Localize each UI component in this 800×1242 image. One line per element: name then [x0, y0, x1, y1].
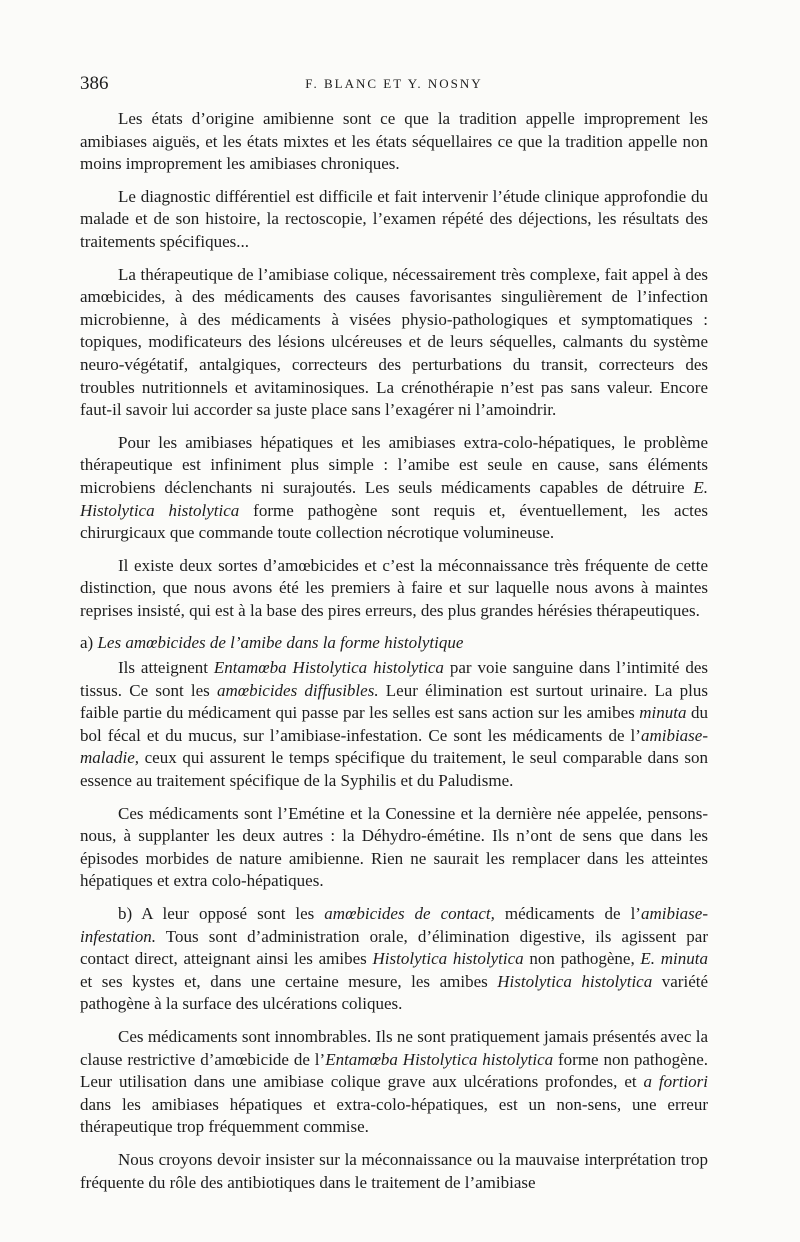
text-run: forme non pathogène. Leur utilisation dans une amibiase colique grave aux ulcérations profondes, et	[80, 1049, 708, 1092]
italic-text: amœbicides diffusibles.	[216, 680, 379, 700]
page-header	[80, 73, 708, 97]
italic-text: Histolytica histolytica	[497, 971, 653, 991]
section-subheading	[80, 632, 708, 655]
paragraph	[80, 803, 708, 893]
page-number: 386	[80, 73, 109, 94]
italic-text: amœbicides de contact,	[324, 904, 495, 923]
text-run: a)	[80, 633, 98, 653]
paragraph	[80, 657, 708, 793]
italic-text: Entamœba Histolytica histolytica	[213, 658, 444, 678]
text-run: Il existe deux sortes d’amœbicides et c’est la méconnaissance très fréquente de cette distinction, que nous avons été les premiers à faire et sur laquelle nous avons à maintes reprises insisté, qui est à la base des pires erreurs, des plus grandes hérésies thérapeutiques.	[80, 555, 708, 620]
italic-text: Histolytica histolytica	[372, 949, 524, 969]
text-run: La thérapeutique de l’amibiase colique, nécessairement très complexe, fait appel à des amœbicides, à des médicaments des causes favorisantes singulièrement de l’infection microbienne, à des médicaments à visées physio-pathologiques et symptomatiques : topiques, modificateurs des lésions ulcéreuses et de leurs séquelles, calmants du système neuro-végétatif, antalgiques, correcteurs des perturbations du transit, correcteurs des troubles nutritionnels et avitaminosiques. La crénothérapie n’est pas sans valeur. Encore faut-il savoir lui accorder sa juste place sans l’exagérer ni l’amoindrir.	[80, 264, 708, 420]
paragraph	[80, 432, 708, 545]
text-run: dans les amibiases hépatiques et extra-colo-hépatiques, est un non-sens, une erreur thérapeutique trop fréquemment commise.	[80, 1094, 708, 1137]
paragraph	[80, 555, 708, 623]
running-head: F. BLANC ET Y. NOSNY	[305, 76, 483, 91]
italic-text: E. minuta	[640, 949, 708, 969]
text-run: Pour les amibiases hépatiques et les amibiases extra-colo-hépatiques, le problème thérapeutique est infiniment plus simple : l’amibe est seule en cause, sans éléments microbiens déclenchants ni surajoutés. Les seuls médicaments capables de détruire	[80, 432, 708, 497]
paragraph	[80, 108, 708, 176]
text-run: Ces médicaments sont innombrables. Ils ne sont pratiquement jamais présentés avec la clause restrictive d’amœbicide de l’	[80, 1026, 708, 1069]
paragraph	[80, 186, 708, 254]
text-run: Ils atteignent	[118, 658, 214, 678]
text-run: variété pathogène à la surface des ulcérations coliques.	[80, 971, 709, 1014]
text-run: par voie sanguine dans l’intimité des tissus. Ce sont les	[80, 658, 709, 700]
text-run: Ces médicaments sont l’Emétine et la Conessine et la dernière née appelée, pensons-nous, à supplanter les deux autres : la Déhydro-émétine. Ils n’ont de sens que dans les épisodes morbides de nature amibienne. Rien ne saurait les remplacer dans les atteintes hépatiques et extra colo-hépatiques.	[80, 803, 708, 891]
text-run: b) A leur opposé sont les	[118, 904, 325, 923]
text-run: médicaments de l’	[494, 904, 641, 923]
italic-text: minuta	[639, 703, 687, 723]
body-text	[80, 108, 708, 1204]
text-run: Les états d’origine amibienne sont ce que la tradition appelle improprement les amibiases aiguës, et les états mixtes et les états séquellaires ce que la tradition appelle non moins improprement les amibiases chroniques.	[80, 109, 708, 174]
italic-text: a fortiori	[643, 1072, 709, 1092]
text-run: Nous croyons devoir insister sur la méconnaissance ou la mauvaise interprétation trop fréquente du rôle des antibiotiques dans le traitement de l’amibiase	[80, 1149, 708, 1192]
text-run: Le diagnostic différentiel est difficile et fait intervenir l’étude clinique approfondie du malade et de son histoire, la rectoscopie, l’examen répété des déjections, les résultats des traitements spécifiques...	[80, 186, 708, 251]
paragraph	[80, 903, 708, 1016]
italic-text: amibiase-infestation.	[80, 904, 708, 946]
paragraph	[80, 264, 708, 422]
italic-text: Les amœbicides de l’amibe dans la forme histolytique	[97, 633, 464, 653]
text-run: et ses kystes et, dans une certaine mesure, les amibes	[80, 971, 498, 991]
text-run: forme pathogène sont requis et, éventuellement, les actes chirurgicaux que commande toute collection nécrotique volumineuse.	[80, 500, 709, 543]
text-run: du bol fécal et du mucus, sur l’amibiase-infestation. Ce sont les médicaments de l’	[80, 703, 709, 745]
text-run: non pathogène,	[523, 949, 641, 969]
italic-text: E. Histolytica histolytica	[80, 477, 708, 520]
paragraph	[80, 1026, 708, 1139]
paragraph	[80, 1149, 708, 1194]
italic-text: Entamœba Histolytica histolytica	[325, 1049, 554, 1069]
text-run: Leur élimination est surtout urinaire. La plus faible partie du médicament qui passe par les selles est sans action sur les amibes	[80, 680, 708, 723]
text-run: Tous sont d’administration orale, d’élimination digestive, ils agissent par contact direct, atteignant ainsi les amibes	[80, 926, 708, 969]
text-run: ceux qui assurent le temps spécifique du traitement, le seul comparable dans son essence au traitement spécifique de la Syphilis et du Paludisme.	[80, 748, 708, 791]
italic-text: amibiase-maladie,	[80, 725, 708, 768]
